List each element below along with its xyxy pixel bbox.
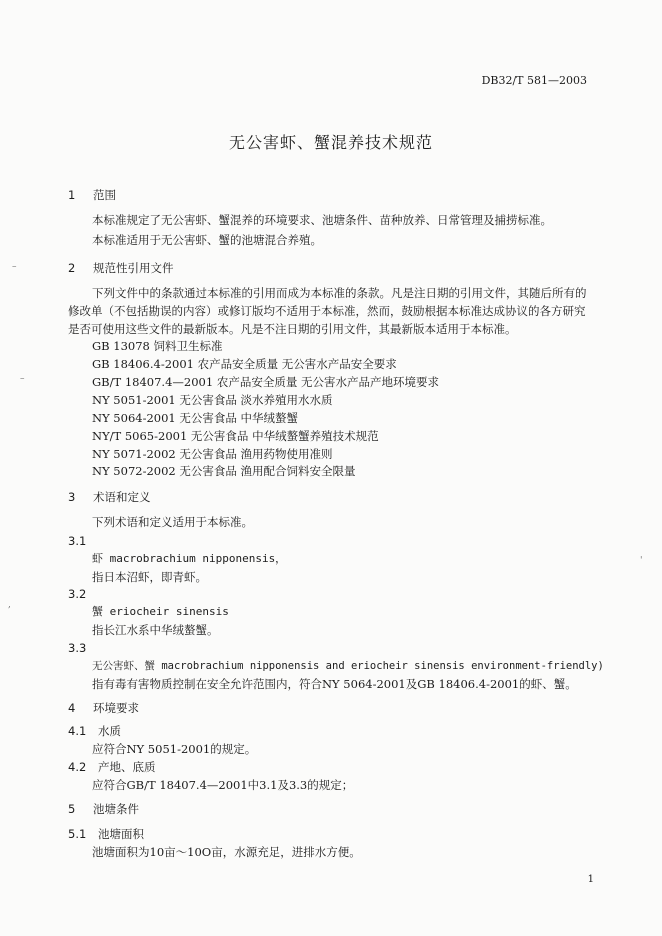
- section-title: 规范性引用文件: [93, 261, 174, 275]
- subsection-title: 产地、底质: [98, 760, 156, 774]
- clause-number: 3.3: [68, 641, 87, 655]
- section-number: 4: [68, 701, 76, 715]
- clause-number: 3.2: [68, 587, 87, 601]
- reference-item: NY 5071-2002 无公害食品 渔用药物使用准则: [92, 447, 333, 461]
- section-2-heading: [68, 259, 174, 277]
- paragraph: 应符合NY 5051-2001的规定。: [92, 742, 257, 756]
- subsection-4-1-heading: [68, 722, 121, 740]
- reference-item: GB 18406.4-2001 农产品安全质量 无公害水产品安全要求: [92, 357, 397, 371]
- reference-item: NY 5072-2002 无公害食品 渔用配合饲料安全限量: [92, 464, 356, 478]
- clause-number: 3.1: [68, 534, 87, 548]
- paragraph: 池塘面积为10亩～10O亩，水源充足，进排水方便。: [92, 845, 361, 859]
- subsection-4-2-heading: [68, 758, 156, 776]
- paragraph: 本标准规定了无公害虾、蟹混养的环境要求、池塘条件、苗种放养、日常管理及捕捞标准。: [92, 213, 552, 227]
- section-4-heading: [68, 699, 139, 717]
- subsection-number: 5.1: [68, 827, 87, 841]
- term: 蟹 eriocheir sinensis: [92, 605, 229, 618]
- page-title: 无公害虾、蟹混养技术规范: [228, 133, 433, 152]
- scan-mark: –: [20, 374, 25, 384]
- paragraph-line: 修改单（不包括勘误的内容）或修订版均不适用于本标准，然而，鼓励根据本标准达成协议的各方研究: [68, 304, 586, 318]
- section-number: 5: [68, 802, 76, 816]
- term-definition: 指日本沼虾，即青虾。: [92, 570, 207, 584]
- section-number: 3: [68, 490, 76, 504]
- term-definition: 指有毒有害物质控制在安全允许范围内，符合NY 5064-2001及GB 18406.4-2001的虾、蟹。: [92, 677, 577, 691]
- page-number: 1: [587, 874, 594, 885]
- section-title: 环境要求: [93, 701, 139, 715]
- section-title: 术语和定义: [93, 490, 151, 504]
- section-3-heading: [68, 488, 151, 506]
- reference-item: GB/T 18407.4—2001 农产品安全质量 无公害水产品产地环境要求: [92, 375, 439, 389]
- paragraph: 本标准适用于无公害虾、蟹的池塘混合养殖。: [92, 233, 322, 247]
- section-1-heading: [68, 186, 116, 204]
- subsection-title: 水质: [98, 724, 121, 738]
- paragraph-line: 是否可使用这些文件的最新版本。凡是不注日期的引用文件，其最新版本适用于本标准。: [68, 322, 517, 336]
- section-title: 池塘条件: [93, 802, 139, 816]
- subsection-5-1-heading: [68, 825, 144, 843]
- section-5-heading: [68, 800, 139, 818]
- subsection-title: 池塘面积: [98, 827, 144, 841]
- reference-item: NY 5051-2001 无公害食品 淡水养殖用水水质: [92, 393, 333, 407]
- subsection-number: 4.2: [68, 760, 87, 774]
- scan-mark: ,: [8, 600, 11, 610]
- term-definition: 指长江水系中华绒螯蟹。: [92, 623, 219, 637]
- paragraph: 应符合GB/T 18407.4—2001中3.1及3.3的规定；: [92, 778, 354, 792]
- document-number: DB32/T 581—2003: [481, 74, 587, 87]
- section-number: 2: [68, 261, 76, 275]
- term: 无公害虾、蟹 macrobrachium nipponensis and eriocheir sinensis environment-friendly): [92, 660, 604, 672]
- paragraph: 下列术语和定义适用于本标准。: [92, 515, 253, 529]
- subsection-number: 4.1: [68, 724, 87, 738]
- reference-item: NY/T 5065-2001 无公害食品 中华绒螯蟹养殖技术规范: [92, 429, 379, 443]
- section-title: 范围: [93, 188, 116, 202]
- scan-mark: ': [640, 556, 643, 566]
- term: 虾 macrobrachium nipponensis，: [92, 552, 287, 565]
- reference-item: GB 13078 饲料卫生标准: [92, 339, 223, 353]
- reference-item: NY 5064-2001 无公害食品 中华绒螯蟹: [92, 411, 299, 425]
- paragraph-line: 下列文件中的条款通过本标准的引用而成为本标准的条款。凡是注日期的引用文件，其随后所有的: [92, 286, 587, 300]
- scan-mark: –: [12, 262, 17, 272]
- section-number: 1: [68, 188, 76, 202]
